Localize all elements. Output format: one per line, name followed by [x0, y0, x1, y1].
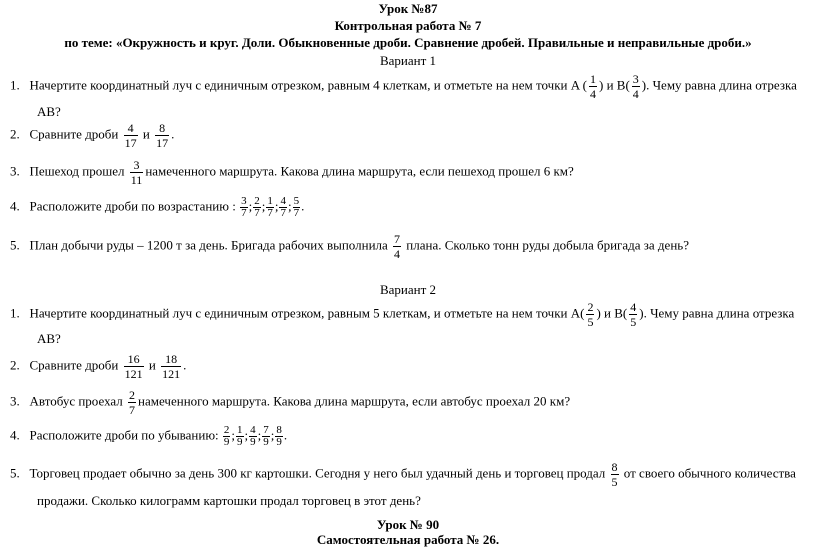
v2-task-1: 1. Начертите координатный луч с единичным отрезком, равным 5 клеткам, и отметьте на нем точки A( $\frac{2}{5}$ ) и B( $\frac{4}{5}$ ). Чему равна длина отрезка	[10, 300, 795, 329]
v1-task-1-cont: AB?	[37, 104, 61, 119]
v1-task-2: 2. Сравните дроби $\frac{4}{17}$ и $\frac{8}{17}$ .	[10, 121, 175, 150]
lesson-title: Урок №87	[378, 1, 438, 16]
v2-task-1-cont: AB?	[37, 331, 61, 346]
fraction: $\frac{4}{9}$	[250, 424, 256, 448]
fraction: $\frac{18}{121}$	[162, 352, 181, 381]
v2-task-3: 3. Автобус проехал $\frac{2}{7}$ намеченного маршрута. Какова длина маршрута, если автобус проехал 20 км?	[10, 388, 571, 417]
v1-task-3: 3. Пешеход прошел $\frac{3}{11}$ намеченного маршрута. Какова длина маршрута, если пешеход прошел 6 км?	[10, 158, 574, 187]
fraction: $\frac{4}{5}$	[630, 300, 637, 329]
fraction: $\frac{1}{4}$	[589, 72, 596, 101]
fraction: $\frac{2}{7}$	[254, 195, 260, 219]
v1-task-1: 1. Начертите координатный луч с единичным отрезком, равным 4 клеткам, и отметьте на нем точки A ( $\frac{1}{4}$ ) и B( $\frac{3}{4}$ ). Чему равна длина отрезка	[10, 72, 797, 101]
v2-task-5-cont: продажи. Сколько килограмм картошки продал торговец в этот день?	[37, 493, 421, 508]
v1-task-4: 4. Расположите дроби по возрастанию : $\frac{3}{7}$ ; $\frac{2}{7}$ ; $\frac{1}{7}$ ; $\frac{4}{7}$ ; $\frac{5}{7}$ .	[10, 195, 305, 219]
fraction: $\frac{4}{17}$	[124, 121, 137, 150]
fraction: $\frac{1}{9}$	[237, 424, 243, 448]
v1-task-5: 5. План добычи руды – 1200 т за день. Бригада рабочих выполнила $\frac{7}{4}$ плана. Сколько тонн руды добыла бригада за день?	[10, 232, 689, 261]
fraction: $\frac{8}{17}$	[156, 121, 169, 150]
v2-task-2: 2. Сравните дроби $\frac{16}{121}$ и $\frac{18}{121}$ .	[10, 352, 187, 381]
topic-title: по теме: «Окружность и круг. Доли. Обыкновенные дроби. Сравнение дробей. Правильные и неправильные дроби.»	[64, 35, 752, 50]
fraction: $\frac{8}{9}$	[276, 424, 282, 448]
fraction: $\frac{3}{4}$	[632, 72, 639, 101]
fraction: $\frac{3}{7}$	[241, 195, 247, 219]
fraction: $\frac{8}{5}$	[611, 460, 618, 489]
fraction: $\frac{16}{121}$	[124, 352, 143, 381]
fraction: $\frac{5}{7}$	[293, 195, 300, 219]
variant-2-title: Вариант 2	[379, 282, 437, 297]
fraction: $\frac{7}{4}$	[394, 232, 401, 261]
fraction: $\frac{2}{9}$	[223, 424, 230, 448]
next-work-title: Самостоятельная работа № 26.	[316, 532, 500, 547]
fraction: $\frac{4}{7}$	[280, 195, 286, 219]
v2-task-4: 4. Расположите дроби по убыванию: $\frac{2}{9}$ ; $\frac{1}{9}$ ; $\frac{4}{9}$ ; $\frac{7}{9}$ ; $\frac{8}{9}$ .	[10, 424, 288, 448]
fraction: $\frac{1}{7}$	[267, 195, 273, 219]
test-title: Контрольная работа № 7	[334, 18, 482, 33]
fraction: $\frac{2}{7}$	[129, 388, 136, 417]
fraction: $\frac{2}{5}$	[587, 300, 594, 329]
fraction: $\frac{3}{11}$	[130, 158, 143, 187]
variant-1-title: Вариант 1	[379, 53, 437, 68]
v2-task-5: 5. Торговец продает обычно за день 300 кг картошки. Сегодня у него был удачный день и торговец продал $\frac{8}{5}$ от своего обычного количества	[10, 460, 796, 489]
fraction: $\frac{7}{9}$	[263, 424, 269, 448]
next-lesson-title: Урок № 90	[376, 517, 440, 532]
